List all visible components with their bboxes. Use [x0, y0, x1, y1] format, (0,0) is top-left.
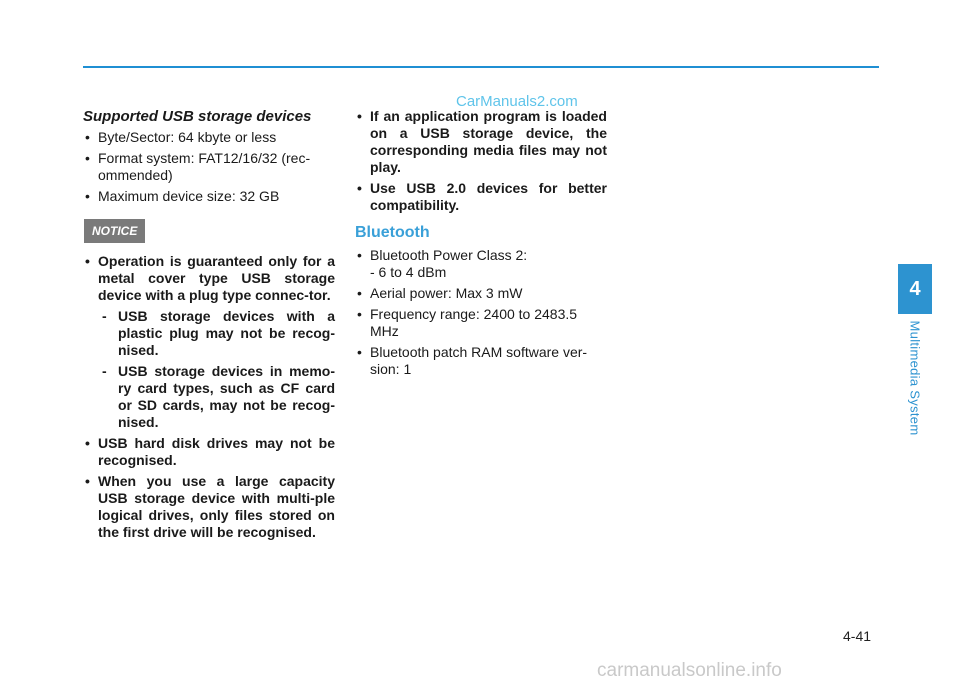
watermark-carmanuals2: CarManuals2.com — [456, 93, 578, 110]
list-item: • USB hard disk drives may not be recognised. — [83, 435, 335, 469]
list-item: • Use USB 2.0 devices for better compatibility. — [355, 180, 607, 214]
list-item: • Bluetooth patch RAM software ver-sion: 1 — [355, 344, 607, 378]
usb-devices-heading: Supported USB storage devices — [83, 108, 312, 125]
list-item: • Frequency range: 2400 to 2483.5 MHz — [355, 306, 607, 340]
list-item-text: - 6 to 4 dBm — [370, 264, 447, 280]
chapter-title: Multimedia System — [907, 320, 923, 436]
sub-list — [98, 308, 335, 431]
sub-list-item: - USB storage devices in memo-ry card types, such as CF card or SD cards, may not be recog-nised. — [98, 363, 335, 431]
watermark-carmanualsonline: carmanualsonline.info — [597, 660, 782, 681]
left-column — [83, 108, 335, 545]
notice-badge: NOTICE — [84, 219, 145, 243]
right-column — [355, 108, 607, 382]
list-item: • Aerial power: Max 3 mW — [355, 285, 607, 302]
bluetooth-spec-list — [355, 247, 607, 378]
list-item: • Maximum device size: 32 GB — [83, 188, 335, 205]
header-rule — [83, 66, 879, 68]
page-number: 4-41 — [843, 628, 872, 644]
notice-list — [83, 253, 335, 541]
list-item — [83, 253, 335, 431]
chapter-tab: 4 — [898, 264, 932, 314]
notice-list-continued — [355, 108, 607, 214]
list-item: • Byte/Sector: 64 kbyte or less — [83, 129, 335, 146]
bluetooth-heading: Bluetooth — [355, 224, 430, 241]
list-item: • If an application program is loaded on a USB storage device, the corresponding media files may not play. — [355, 108, 607, 176]
list-item-text: Operation is guaranteed only for a metal cover type USB storage device with a plug type connec-tor. — [98, 253, 335, 303]
list-item-text: • Bluetooth Power Class 2: — [370, 247, 528, 263]
usb-spec-list — [83, 129, 335, 205]
list-item: • When you use a large capacity USB storage device with multi-ple logical drives, only files stored on the first drive will be recognised. — [83, 473, 335, 541]
list-item: • Format system: FAT12/16/32 (rec-ommended) — [83, 150, 335, 184]
sub-list-item: - USB storage devices with a plastic plug may not be recog-nised. — [98, 308, 335, 359]
list-item — [355, 247, 607, 281]
